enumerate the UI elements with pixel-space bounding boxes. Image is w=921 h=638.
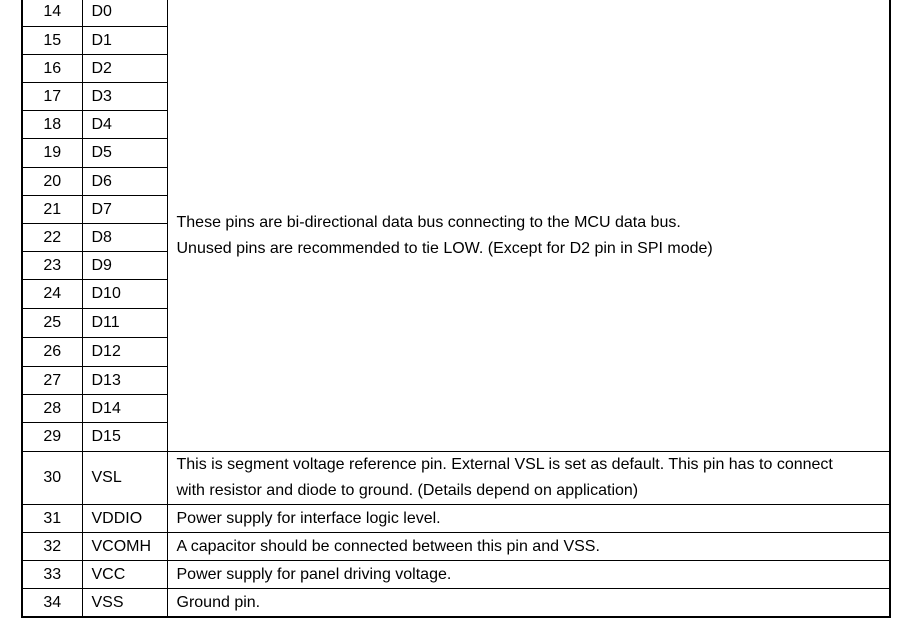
pin-number: 33	[22, 561, 82, 589]
pin-number: 19	[22, 139, 82, 168]
pin-name: D4	[82, 111, 167, 139]
table-row	[22, 589, 890, 618]
pin-number: 20	[22, 168, 82, 196]
pin-name: D8	[82, 224, 167, 252]
description-line: These pins are bi-directional data bus connecting to the MCU data bus.	[176, 213, 681, 231]
pin-number: 27	[22, 367, 82, 395]
vsl-description	[167, 452, 890, 505]
vcomh-description: A capacitor should be connected between this pin and VSS.	[167, 533, 890, 561]
vss-description: Ground pin.	[167, 589, 890, 618]
pin-name: VCOMH	[82, 533, 167, 561]
pin-name: D15	[82, 423, 167, 452]
table-row	[22, 505, 890, 533]
table-row	[22, 0, 890, 27]
pin-name: D3	[82, 83, 167, 111]
pin-number: 25	[22, 309, 82, 338]
pin-name: D5	[82, 139, 167, 168]
pin-name: VCC	[82, 561, 167, 589]
pin-number: 15	[22, 27, 82, 55]
description-line: Unused pins are recommended to tie LOW. (Except for D2 pin in SPI mode)	[176, 239, 713, 257]
pin-number: 28	[22, 395, 82, 423]
pin-number: 23	[22, 252, 82, 280]
pin-number: 16	[22, 55, 82, 83]
pin-number: 30	[22, 452, 82, 505]
pin-name: D6	[82, 168, 167, 196]
pin-name: D11	[82, 309, 167, 338]
pin-number: 14	[22, 0, 82, 27]
table-row	[22, 452, 890, 505]
pin-name: D7	[82, 196, 167, 224]
pin-name: D0	[82, 0, 167, 27]
pin-name: D10	[82, 280, 167, 309]
vddio-description: Power supply for interface logic level.	[167, 505, 890, 533]
pin-name: D13	[82, 367, 167, 395]
pin-name: D9	[82, 252, 167, 280]
pin-number: 32	[22, 533, 82, 561]
data-bus-description	[167, 0, 890, 452]
pin-name: D1	[82, 27, 167, 55]
pin-number: 31	[22, 505, 82, 533]
pin-name: VSS	[82, 589, 167, 618]
pin-number: 22	[22, 224, 82, 252]
pin-number: 29	[22, 423, 82, 452]
pin-number: 18	[22, 111, 82, 139]
vcc-description: Power supply for panel driving voltage.	[167, 561, 890, 589]
table-row	[22, 561, 890, 589]
pin-description-table	[21, 0, 891, 618]
pin-name: D14	[82, 395, 167, 423]
pin-number: 24	[22, 280, 82, 309]
pin-number: 26	[22, 338, 82, 367]
pin-name: D2	[82, 55, 167, 83]
pin-number: 17	[22, 83, 82, 111]
pin-number: 34	[22, 589, 82, 618]
table-row	[22, 533, 890, 561]
pin-name: VDDIO	[82, 505, 167, 533]
pin-name: D12	[82, 338, 167, 367]
pin-name: VSL	[82, 452, 167, 505]
description-line: This is segment voltage reference pin. External VSL is set as default. This pin has to connect	[176, 456, 833, 473]
pin-number: 21	[22, 196, 82, 224]
description-line: with resistor and diode to ground. (Details depend on application)	[176, 482, 639, 499]
